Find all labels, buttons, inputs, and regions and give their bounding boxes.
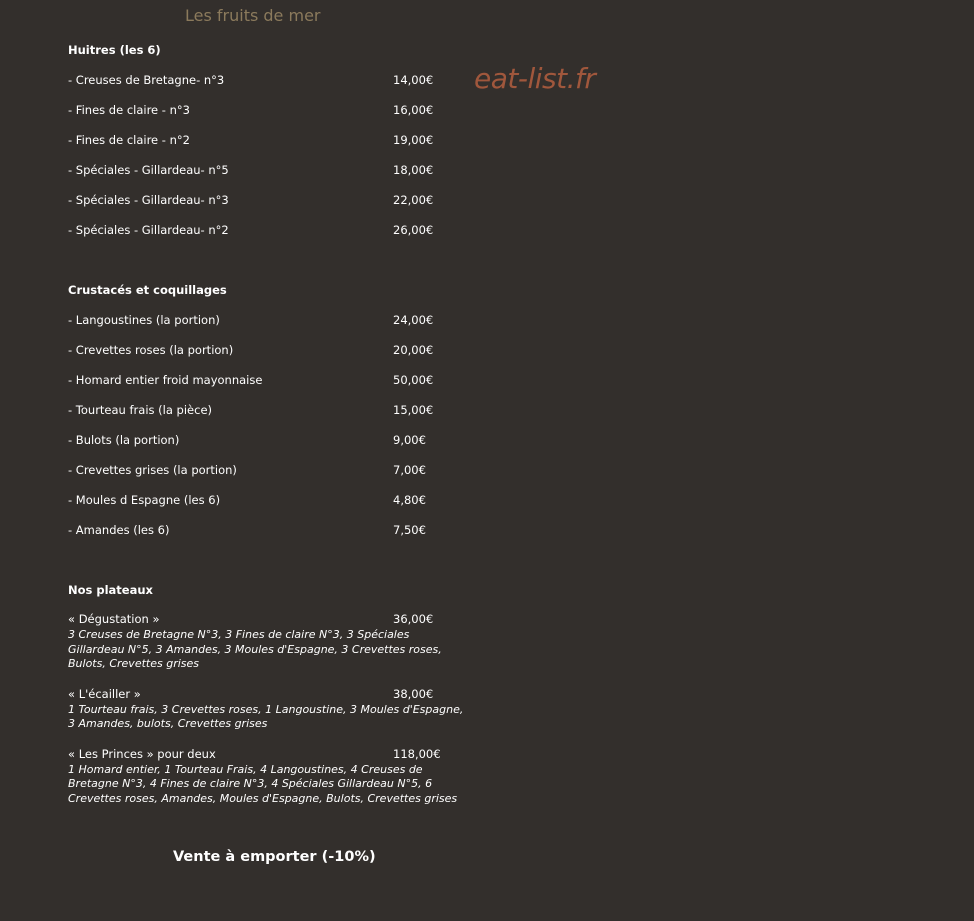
plateau-price: 38,00€ bbox=[393, 686, 434, 701]
item-name: - Homard entier froid mayonnaise bbox=[68, 373, 263, 387]
item-name: - Crevettes roses (la portion) bbox=[68, 343, 234, 357]
item-price: 4,80€ bbox=[393, 493, 426, 507]
plateau-name: « Dégustation » bbox=[68, 612, 160, 626]
item-price: 14,00€ bbox=[393, 73, 434, 87]
item-price: 19,00€ bbox=[393, 133, 434, 147]
item-price: 24,00€ bbox=[393, 313, 434, 327]
menu-item bbox=[68, 492, 488, 522]
spacer bbox=[68, 552, 488, 582]
item-price: 9,00€ bbox=[393, 433, 426, 447]
item-name: - Fines de claire - n°3 bbox=[68, 103, 190, 117]
item-name: - Bulots (la portion) bbox=[68, 433, 180, 447]
menu-item bbox=[68, 402, 488, 432]
menu-content bbox=[68, 42, 488, 821]
menu-item bbox=[68, 222, 488, 252]
section-title: Nos plateaux bbox=[68, 583, 153, 597]
item-price: 50,00€ bbox=[393, 373, 434, 387]
item-name: - Crevettes grises (la portion) bbox=[68, 463, 237, 477]
plateau-item bbox=[68, 612, 488, 672]
menu-item bbox=[68, 522, 488, 552]
plateau-name: « Les Princes » pour deux bbox=[68, 746, 216, 761]
menu-item bbox=[68, 192, 488, 222]
menu-item bbox=[68, 132, 488, 162]
menu-item bbox=[68, 372, 488, 402]
plateau-head bbox=[68, 612, 488, 627]
item-name: - Tourteau frais (la pièce) bbox=[68, 403, 213, 417]
item-price: 7,00€ bbox=[393, 463, 426, 477]
plateau-price: 118,00€ bbox=[393, 746, 441, 761]
plateau-item bbox=[68, 687, 488, 732]
plateau-description: 1 Tourteau frais, 3 Crevettes roses, 1 Langoustine, 3 Moules d'Espagne, 3 Amandes, bulots, Crevettes grises bbox=[68, 702, 464, 730]
item-name: - Fines de claire - n°2 bbox=[68, 133, 190, 147]
plateau-price: 36,00€ bbox=[393, 612, 434, 626]
plateau-description: 1 Homard entier, 1 Tourteau Frais, 4 Langoustines, 4 Creuses de Bretagne N°3, 4 Fines de claire N°3, 4 Spéciales Gillardeau N°5, 6 Crevettes roses, Amandes, Moules d'Espagne, Bulots, Crevettes grises bbox=[68, 762, 458, 805]
plateau-item bbox=[68, 747, 488, 807]
item-price: 7,50€ bbox=[393, 523, 426, 537]
section-title: Crustacés et coquillages bbox=[68, 283, 227, 297]
section-plateaux bbox=[68, 582, 488, 806]
menu-item bbox=[68, 162, 488, 192]
item-name: - Langoustines (la portion) bbox=[68, 313, 220, 327]
item-price: 16,00€ bbox=[393, 103, 434, 117]
plateau-description: 3 Creuses de Bretagne N°3, 3 Fines de claire N°3, 3 Spéciales Gillardeau N°5, 3 Amandes, 3 Moules d'Espagne, 3 Crevettes roses, Bulots, Crevettes grises bbox=[68, 628, 442, 670]
plateau-head bbox=[68, 747, 488, 762]
spacer bbox=[68, 252, 488, 282]
menu-item bbox=[68, 462, 488, 492]
item-name: - Spéciales - Gillardeau- n°2 bbox=[68, 223, 229, 237]
menu-item bbox=[68, 432, 488, 462]
section-title: Huitres (les 6) bbox=[68, 43, 161, 57]
item-name: - Spéciales - Gillardeau- n°5 bbox=[68, 163, 229, 177]
plateau-name: « L'écailler » bbox=[68, 686, 141, 701]
menu-item bbox=[68, 342, 488, 372]
section-crustaces bbox=[68, 282, 488, 552]
item-price: 18,00€ bbox=[393, 163, 434, 177]
plateau-head bbox=[68, 687, 488, 702]
menu-item bbox=[68, 102, 488, 132]
item-price: 26,00€ bbox=[393, 223, 434, 237]
watermark-logo: eat-list.fr bbox=[474, 62, 596, 95]
item-name: - Amandes (les 6) bbox=[68, 523, 170, 537]
takeaway-discount: Vente à emporter (-10%) bbox=[173, 849, 376, 865]
item-name: - Creuses de Bretagne- n°3 bbox=[68, 73, 225, 87]
menu-item bbox=[68, 312, 488, 342]
item-price: 22,00€ bbox=[393, 193, 434, 207]
item-name: - Spéciales - Gillardeau- n°3 bbox=[68, 193, 229, 207]
item-price: 20,00€ bbox=[393, 343, 434, 357]
section-huitres bbox=[68, 42, 488, 252]
menu-item bbox=[68, 72, 488, 102]
page-title: Les fruits de mer bbox=[185, 6, 321, 25]
item-price: 15,00€ bbox=[393, 403, 434, 417]
item-name: - Moules d Espagne (les 6) bbox=[68, 493, 221, 507]
